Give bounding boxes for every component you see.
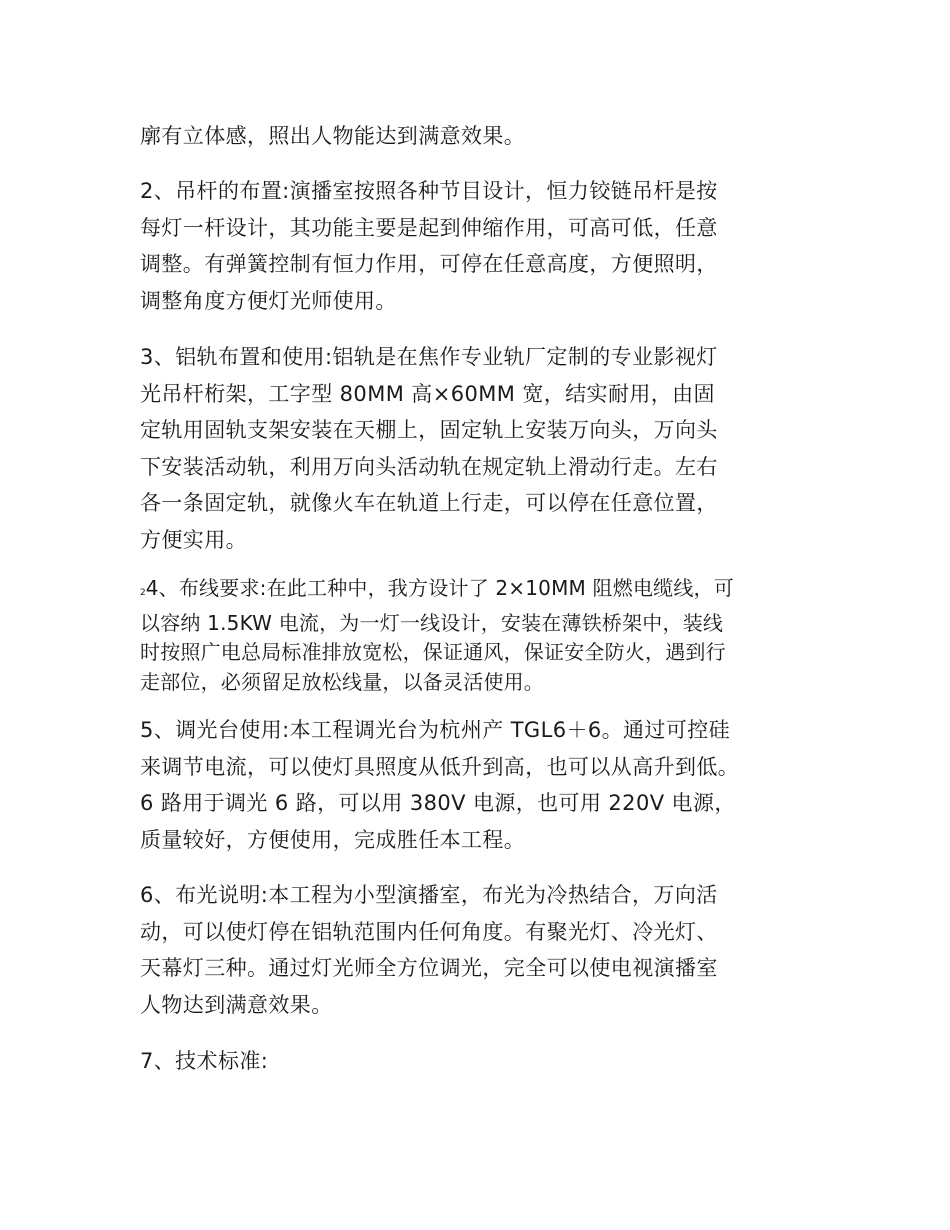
text-line: 方便实用。: [140, 527, 247, 552]
text-line: [140, 574, 820, 609]
paragraph-technical-standards: [140, 1043, 820, 1080]
text-line: 以容纳 1.5KW 电流，为一灯一线设计，安装在薄铁桥架中，装线: [140, 610, 724, 635]
text-line: 6、布光说明:本工程为小型演播室，布光为冷热结合，万向活: [140, 883, 718, 907]
text-line: 人物达到满意效果。: [140, 992, 333, 1017]
paragraph-dimmer: [140, 712, 820, 858]
text-line: 光吊杆桁架，工字型 80MM 高×60MM 宽，结实耐用，由固: [140, 381, 715, 406]
text-line-body: 4、布线要求:在此工种中，我方设计了 2×10MM 阻燃电缆线，可: [145, 576, 734, 600]
paragraph-wiring: [140, 574, 820, 697]
paragraph-lighting-description: [140, 877, 820, 1023]
text-line: 动，可以使灯停在铝轨范围内任何角度。有聚光灯、冷光灯、: [140, 919, 718, 944]
text-line: 走部位，必须留足放松线量，以备灵活使用。: [140, 669, 544, 694]
paragraph-hanger-layout: [140, 173, 820, 319]
text-line: 廓有立体感，照出人物能达到满意效果。: [140, 124, 526, 148]
text-line: 调整。有弹簧控制有恒力作用，可停在任意高度，方便照明，: [140, 252, 718, 276]
text-line: 每灯一杆设计，其功能主要是起到伸缩作用，可高可低，任意: [140, 215, 718, 240]
text-line: 调整角度方便灯光师使用。: [140, 288, 397, 313]
text-line: 7、技术标准:: [140, 1049, 269, 1073]
paragraph-intro-continuation: [140, 118, 820, 155]
text-line: 各一条固定轨，就像火车在轨道上行走，可以停在任意位置，: [140, 491, 718, 515]
text-line: 天幕灯三种。通过灯光师全方位调光，完全可以使电视演播室: [140, 956, 718, 980]
text-line: 来调节电流，可以使灯具照度从低升到高，也可以从高升到低。: [140, 754, 740, 779]
text-line: 质量较好，方便使用，完成胜任本工程。: [140, 827, 526, 852]
text-line: 5、调光台使用:本工程调光台为杭州产 TGL6＋6。通过可控硅: [140, 718, 731, 742]
small-mark: 2: [140, 588, 146, 598]
text-line: 6 路用于调光 6 路，可以用 380V 电源，也可用 220V 电源，: [140, 791, 736, 815]
text-line: 定轨用固轨支架安装在天棚上，固定轨上安装万向头，万向头: [140, 418, 718, 442]
text-line: 2、吊杆的布置:演播室按照各种节目设计，恒力铰链吊杆是按: [140, 179, 718, 203]
text-line: 下安装活动轨，利用万向头活动轨在规定轨上滑动行走。左右: [140, 454, 718, 479]
text-line: 3、铝轨布置和使用:铝轨是在焦作专业轨厂定制的专业影视灯: [140, 345, 718, 369]
text-line: 时按照广电总局标准排放宽松，保证通风，保证安全防火，遇到行: [140, 640, 726, 664]
paragraph-aluminum-track: [140, 339, 820, 558]
